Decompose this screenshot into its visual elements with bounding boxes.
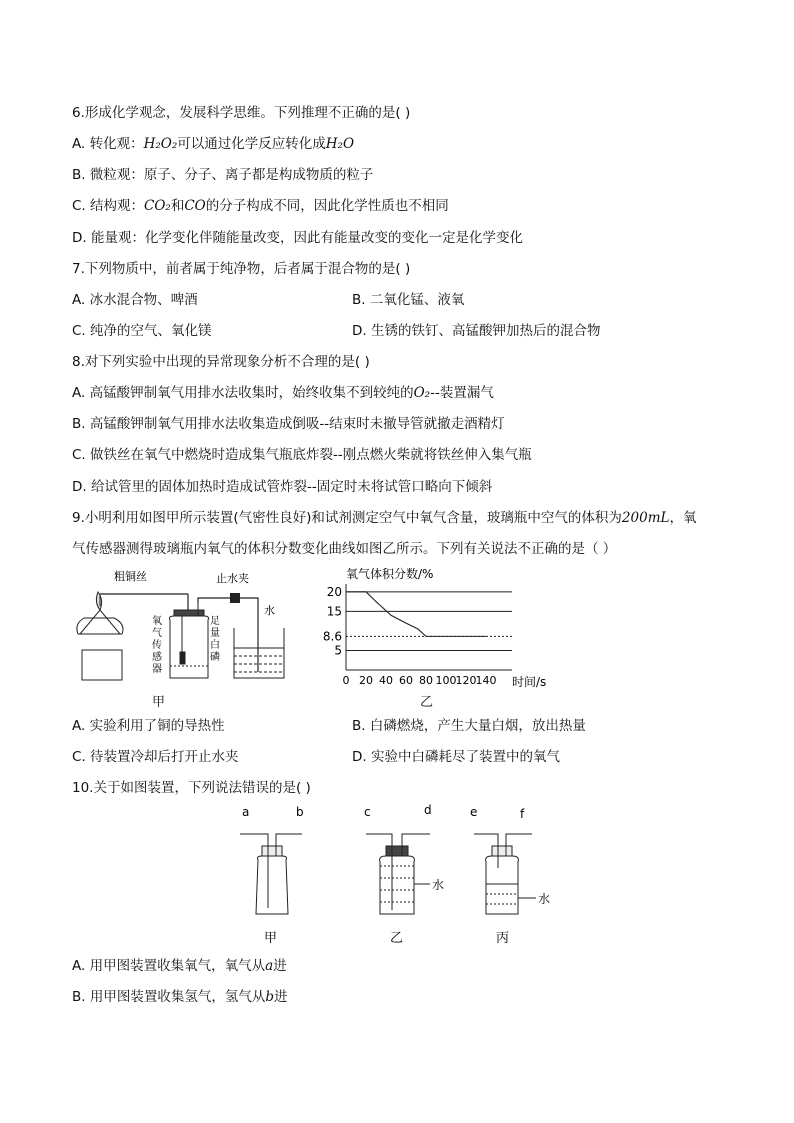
q6-option-d: D. 能量观：化学变化伴随能量改变，因此有能量改变的变化一定是化学变化 bbox=[72, 230, 523, 246]
apparatus-figure-jia bbox=[70, 566, 292, 690]
q8-option-a: A. 高锰酸钾制氧气用排水法收集时，始终收集不到较纯的O₂--装置漏气 bbox=[72, 385, 494, 401]
oxygen-chart bbox=[318, 562, 558, 688]
figure-caption-yi: 乙 bbox=[420, 695, 434, 710]
q7-option-b: B. 二氧化锰、液氧 bbox=[352, 292, 465, 308]
q10-option-a: A. 用甲图装置收集氧气，氧气从a进 bbox=[72, 958, 287, 974]
label-c: c bbox=[364, 805, 371, 819]
q9-stem-line1: 9.小明利用如图甲所示装置(气密性良好)和试剂测定空气中氧气含量，玻璃瓶中空气的体积为200mL，氧 bbox=[72, 510, 697, 526]
label-f: f bbox=[520, 807, 525, 821]
sensor-label-5: 器 bbox=[152, 664, 162, 675]
chart-xtick-label-3: 60 bbox=[399, 674, 413, 687]
bottle-jia-icon bbox=[240, 834, 302, 914]
figure-caption-jia: 甲 bbox=[152, 695, 166, 710]
q8-option-d: D. 给试管里的固体加热时造成试管炸裂--固定时未将试管口略向下倾斜 bbox=[72, 479, 493, 495]
chart-ytick-label-1: 15 bbox=[326, 604, 342, 619]
q9-option-c: C. 待装置冷却后打开止水夹 bbox=[72, 749, 239, 765]
q8-option-c: C. 做铁丝在氧气中燃烧时造成集气瓶底炸裂--刚点燃火柴就将铁丝伸入集气瓶 bbox=[72, 447, 532, 463]
phosphorus-label-2: 量 bbox=[210, 628, 220, 639]
water-label: 水 bbox=[264, 604, 275, 617]
q6-stem: 6.形成化学观念，发展科学思维。下列推理不正确的是( ) bbox=[72, 105, 411, 121]
chart-xtick-label-0: 0 bbox=[342, 674, 350, 687]
q6-option-a: A. 转化观：H₂O₂可以通过化学反应转化成H₂O bbox=[72, 136, 355, 152]
sensor-label-3: 传 bbox=[152, 640, 162, 651]
water-label-yi: 水 bbox=[432, 878, 445, 892]
chart-xtick-label-2: 40 bbox=[379, 674, 393, 687]
q9-option-a: A. 实验利用了铜的导热性 bbox=[72, 718, 225, 734]
beaker-icon bbox=[234, 628, 284, 678]
clamp-label: 止水夹 bbox=[216, 572, 249, 585]
bottle-yi-icon bbox=[366, 834, 430, 914]
q6-option-c: C. 结构观：CO₂和CO的分子构成不同，因此化学性质也不相同 bbox=[72, 198, 449, 214]
delivery-tube bbox=[198, 598, 258, 672]
q10-stem: 10.关于如图装置，下列说法错误的是( ) bbox=[72, 780, 311, 796]
chart-ylabel: 氧气体积分数/% bbox=[346, 567, 434, 581]
chart-xtick-label-5: 100 bbox=[435, 674, 457, 687]
q9-option-d: D. 实验中白磷耗尽了装置中的氧气 bbox=[352, 749, 560, 765]
chart-ytick-label-0: 20 bbox=[326, 584, 342, 599]
chart-xtick-label-7: 140 bbox=[475, 674, 497, 687]
label-a: a bbox=[242, 805, 250, 819]
q9-stem-line2: 气传感器测得玻璃瓶内氧气的体积分数变化曲线如图乙所示。下列有关说法不正确的是（ ） bbox=[72, 541, 617, 557]
chart-ytick-label-2: 8.6 bbox=[322, 629, 342, 644]
q6-option-b: B. 微粒观：原子、分子、离子都是构成物质的粒子 bbox=[72, 167, 374, 183]
caption-bing: 丙 bbox=[496, 931, 510, 946]
bottles-figure bbox=[230, 800, 570, 950]
chart-ytick-label-3: 5 bbox=[334, 643, 342, 658]
q8-stem: 8.对下列实验中出现的异常现象分析不合理的是( ) bbox=[72, 354, 370, 370]
chart-xtick-label-6: 120 bbox=[455, 674, 477, 687]
glass-bottle-icon bbox=[170, 602, 209, 678]
chart-xtick-label-4: 80 bbox=[419, 674, 433, 687]
q10-option-b: B. 用甲图装置收集氢气，氢气从b进 bbox=[72, 989, 288, 1005]
label-e: e bbox=[470, 805, 478, 819]
phosphorus-label-4: 磷 bbox=[210, 652, 220, 663]
q7-option-a: A. 冰水混合物、啤酒 bbox=[72, 292, 198, 308]
q9-option-b: B. 白磷燃烧，产生大量白烟，放出热量 bbox=[352, 718, 586, 734]
alcohol-lamp-icon bbox=[77, 592, 123, 680]
caption-jia: 甲 bbox=[264, 931, 278, 946]
copper-wire-label: 粗铜丝 bbox=[114, 570, 147, 583]
sensor-label-4: 感 bbox=[152, 652, 162, 663]
chart-xtick-label-1: 20 bbox=[359, 674, 373, 687]
water-label-bing: 水 bbox=[538, 892, 551, 906]
q7-option-d: D. 生锈的铁钉、高锰酸钾加热后的混合物 bbox=[352, 323, 601, 339]
sensor-label-1: 氧 bbox=[152, 616, 162, 627]
caption-yi: 乙 bbox=[390, 931, 404, 946]
phosphorus-label-3: 白 bbox=[210, 640, 220, 651]
bottle-bing-icon bbox=[474, 834, 536, 914]
q7-stem: 7.下列物质中，前者属于纯净物，后者属于混合物的是( ) bbox=[72, 261, 411, 277]
q7-option-c: C. 纯净的空气、氧化镁 bbox=[72, 323, 212, 339]
label-d: d bbox=[424, 803, 432, 817]
clamp-icon bbox=[230, 593, 240, 603]
phosphorus-label-1: 足 bbox=[210, 616, 220, 627]
chart-xlabel: 时间/s bbox=[512, 675, 547, 688]
chart-series-line bbox=[346, 592, 486, 637]
q8-option-b: B. 高锰酸钾制氧气用排水法收集造成倒吸--结束时未撤导管就撤走酒精灯 bbox=[72, 416, 505, 432]
sensor-label-2: 气 bbox=[152, 628, 162, 639]
label-b: b bbox=[296, 805, 304, 819]
